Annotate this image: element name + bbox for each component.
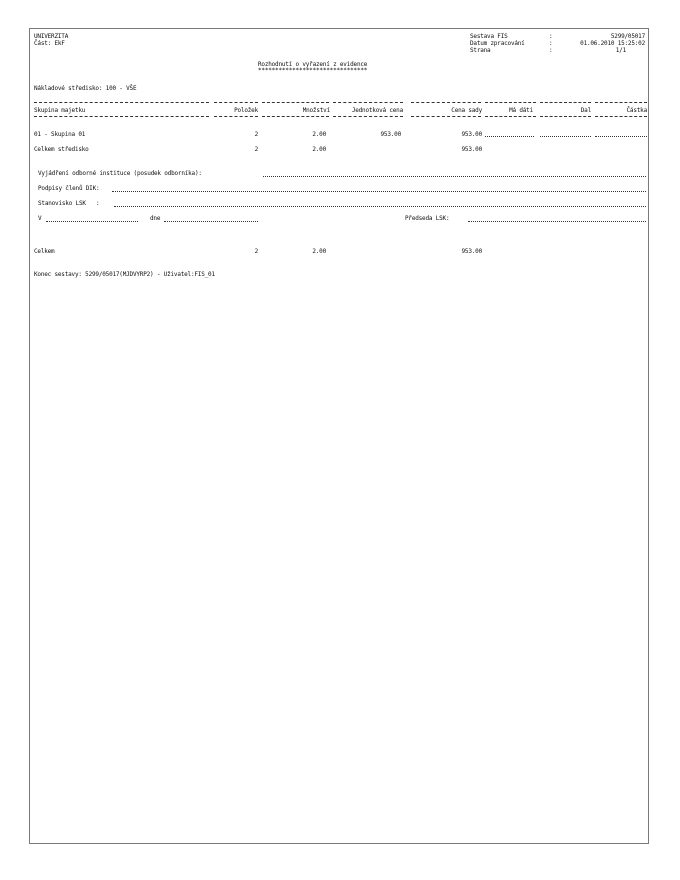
expert-opinion-label: Vyjádření odborné instituce (posudek odborníka): bbox=[38, 170, 202, 177]
col-header-qty: Množství bbox=[302, 107, 330, 114]
separator bbox=[485, 116, 536, 117]
table-row-qty: 2.00 bbox=[312, 146, 326, 153]
separator bbox=[595, 116, 647, 117]
date-label: Datum zpracování bbox=[470, 40, 525, 47]
report-number: 5299/05017 bbox=[610, 33, 645, 40]
table-row-group: Celkem středisko bbox=[34, 146, 89, 153]
col-header-credit: Dal bbox=[580, 107, 591, 114]
table-row-group: 01 - Skupina 01 bbox=[34, 131, 86, 138]
separator bbox=[214, 116, 258, 117]
table-row-unit-price: 953.00 bbox=[380, 131, 401, 138]
credit-blank bbox=[540, 135, 591, 137]
col-header-items: Položek bbox=[234, 107, 258, 114]
report-end: Konec sestavy: 5299/05017(MJDVYRP2) - Uživatel:FIS_01 bbox=[34, 271, 215, 278]
col-header-unit-price: Jednotková cena bbox=[351, 107, 403, 114]
separator bbox=[333, 102, 403, 103]
col-header-debit: Má dáti bbox=[509, 107, 533, 114]
debit-blank bbox=[485, 135, 534, 137]
page-label: Strana bbox=[470, 47, 491, 54]
title-underline: ******************************** bbox=[258, 67, 368, 74]
col-header-set-price: Cena sady bbox=[451, 107, 482, 114]
report-colon: : bbox=[549, 33, 553, 40]
cost-center: Nákladové středisko: 100 - VŠE bbox=[34, 85, 137, 92]
university-name: UNIVERZITA bbox=[34, 33, 69, 40]
total-label: Celkem bbox=[34, 248, 55, 255]
report-label: Sestava FIS bbox=[470, 33, 508, 40]
separator bbox=[485, 102, 536, 103]
table-row-set-price: 953.00 bbox=[461, 131, 482, 138]
table-row-qty: 2.00 bbox=[312, 131, 326, 138]
faculty-part: Část: EkF bbox=[34, 40, 65, 47]
separator bbox=[411, 102, 481, 103]
chair-line bbox=[468, 220, 646, 222]
page-value: 1/1 bbox=[615, 47, 626, 54]
separator bbox=[262, 102, 329, 103]
date-value: 01.06.2010 15:25:02 bbox=[580, 40, 645, 47]
statement-line bbox=[114, 205, 646, 207]
chair-label: Předseda LSK: bbox=[405, 215, 450, 222]
signatures-line bbox=[112, 190, 646, 192]
col-header-amount: Částka bbox=[626, 107, 647, 114]
place-line bbox=[46, 220, 138, 222]
total-qty: 2.00 bbox=[312, 248, 326, 255]
expert-opinion-line bbox=[263, 175, 646, 177]
table-row-items: 2 bbox=[254, 131, 258, 138]
total-items: 2 bbox=[254, 248, 258, 255]
report-title: Rozhodnutí o vyřazení z evidence bbox=[258, 61, 368, 68]
separator bbox=[333, 116, 403, 117]
date-colon: : bbox=[549, 40, 553, 47]
separator bbox=[214, 102, 258, 103]
separator bbox=[595, 102, 647, 103]
separator bbox=[34, 116, 209, 117]
amount-blank bbox=[595, 135, 647, 137]
separator bbox=[540, 116, 591, 117]
report-page bbox=[29, 28, 649, 844]
separator bbox=[262, 116, 329, 117]
date-field-line bbox=[164, 220, 258, 222]
place-label: V bbox=[38, 215, 42, 222]
separator bbox=[34, 102, 209, 103]
signatures-label: Podpisy členů DIK: bbox=[38, 185, 100, 192]
table-row-set-price: 953.00 bbox=[461, 146, 482, 153]
date-field-label: dne bbox=[150, 215, 161, 222]
separator bbox=[540, 102, 591, 103]
separator bbox=[411, 116, 481, 117]
page-colon: : bbox=[549, 47, 553, 54]
statement-label: Stanovisko LSK : bbox=[38, 200, 100, 207]
total-set-price: 953.00 bbox=[461, 248, 482, 255]
table-row-items: 2 bbox=[254, 146, 258, 153]
col-header-group: Skupina majetku bbox=[34, 107, 86, 114]
